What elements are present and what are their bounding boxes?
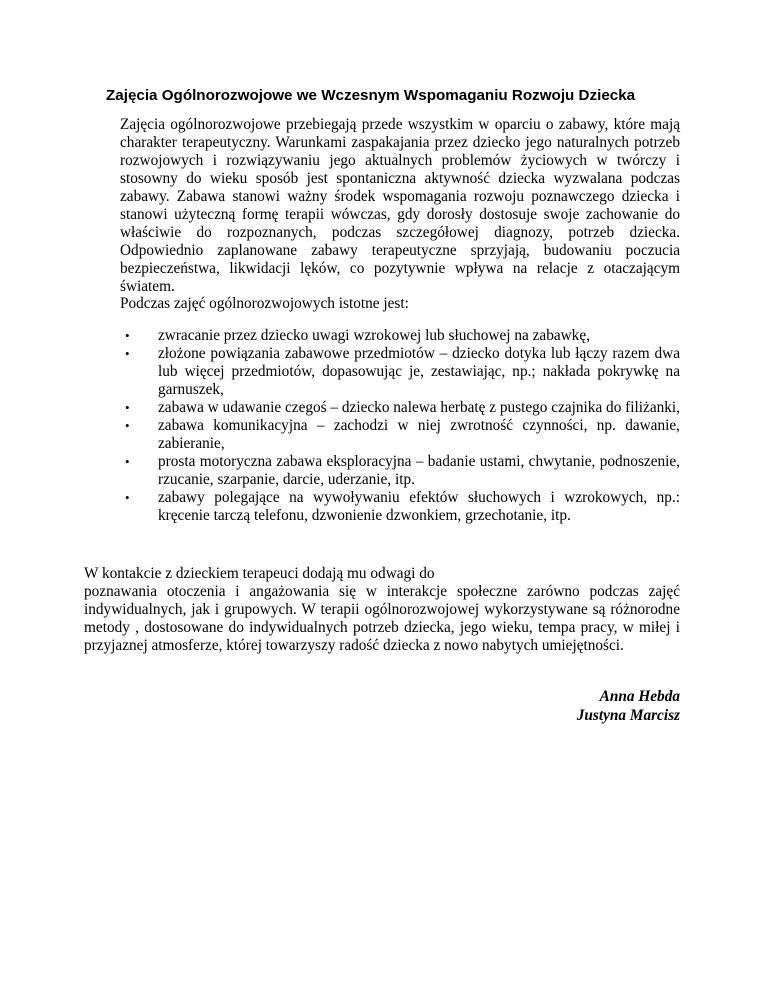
bullet-icon: • xyxy=(125,400,130,415)
list-item-text: zwracanie przez dziecko uwagi wzrokowej lub słuchowej na zabawkę, xyxy=(158,327,590,344)
list-lead-text: Podczas zajęć ogólnorozwojowych istotne jest: xyxy=(120,295,409,312)
bullet-icon: • xyxy=(125,418,130,433)
list-item-text: złożone powiązania zabawowe przedmiotów – dziecko dotyka lub łączy razem dwa lub więcej przedmiotów, dopasowując je, zestawiając, np.; nakłada pokrywkę na garnuszek, xyxy=(158,345,680,398)
bullet-icon: • xyxy=(125,454,130,469)
activities-list xyxy=(120,327,680,525)
authors-signature xyxy=(577,687,680,725)
list-item-text: zabawy polegające na wywoływaniu efektów słuchowych i wzrokowych, np.: kręcenie tarczą telefonu, dzwonienie dzwonkiem, grzechotanie, itp. xyxy=(158,489,680,524)
bullet-icon: • xyxy=(125,328,130,343)
closing-rest: poznawania otoczenia i angażowania się w interakcje społeczne zarówno podczas zajęć indywidualnych, jak i grupowych. W terapii ogólnorozwojowej wykorzystywane są różnorodne metody , dostosowane do indywidualnych potrzeb dziecka, jego wieku, tempa pracy, w miłej i przyjaznej atmosferze, której towarzyszy radość dziecka z nowo nabytych umiejętności. xyxy=(84,583,680,654)
document-title: Zajęcia Ogólnorozwojowe we Wczesnym Wspomaganiu Rozwoju Dziecka xyxy=(106,87,636,104)
list-item xyxy=(120,417,680,453)
list-item xyxy=(120,453,680,489)
list-item-text: zabawa w udawanie czegoś – dziecko nalewa herbatę z pustego czajnika do filiżanki, xyxy=(158,399,680,416)
bullet-icon: • xyxy=(125,490,130,505)
closing-first-line: W kontakcie z dzieckiem terapeuci dodają mu odwagi do xyxy=(84,565,435,582)
list-item xyxy=(120,327,680,345)
list-item xyxy=(120,399,680,417)
author-name: Anna Hebda xyxy=(599,688,680,705)
bullet-icon: • xyxy=(125,346,130,361)
list-item-text: zabawa komunikacyjna – zachodzi w niej zwrotność czynności, np. dawanie, zabieranie, xyxy=(158,417,680,452)
list-item xyxy=(120,345,680,399)
list-item-text: prosta motoryczna zabawa eksploracyjna – badanie ustami, chwytanie, podnoszenie, rzucanie, szarpanie, darcie, uderzanie, itp. xyxy=(158,453,680,488)
list-item xyxy=(120,489,680,525)
intro-paragraph: Zajęcia ogólnorozwojowe przebiegają przede wszystkim w oparciu o zabawy, które mają charakter terapeutyczny. Warunkami zaspakajania przez dziecko jego naturalnych potrzeb rozwojowych i rozwiązywaniu jego aktualnych problemów życiowych w twórczy i stosowny do wieku sposób jest spontaniczna aktywność dziecka wyzwalana podczas zabawy. Zabawa stanowi ważny środek wspomagania rozwoju poznawczego dziecka i stanowi użyteczną formę terapii wówczas, gdy dorosły dostosuje swoje zachowanie do właściwie do rozpoznanych, podczas szczegółowej diagnozy, potrzeb dziecka. Odpowiednio zaplanowane zabawy terapeutyczne sprzyjają, budowaniu poczucia bezpieczeństwa, likwidacji lęków, co pozytywnie wpływa na relacje z otaczającym światem. xyxy=(120,116,680,295)
closing-paragraph xyxy=(84,565,680,655)
author-name: Justyna Marcisz xyxy=(576,707,680,724)
